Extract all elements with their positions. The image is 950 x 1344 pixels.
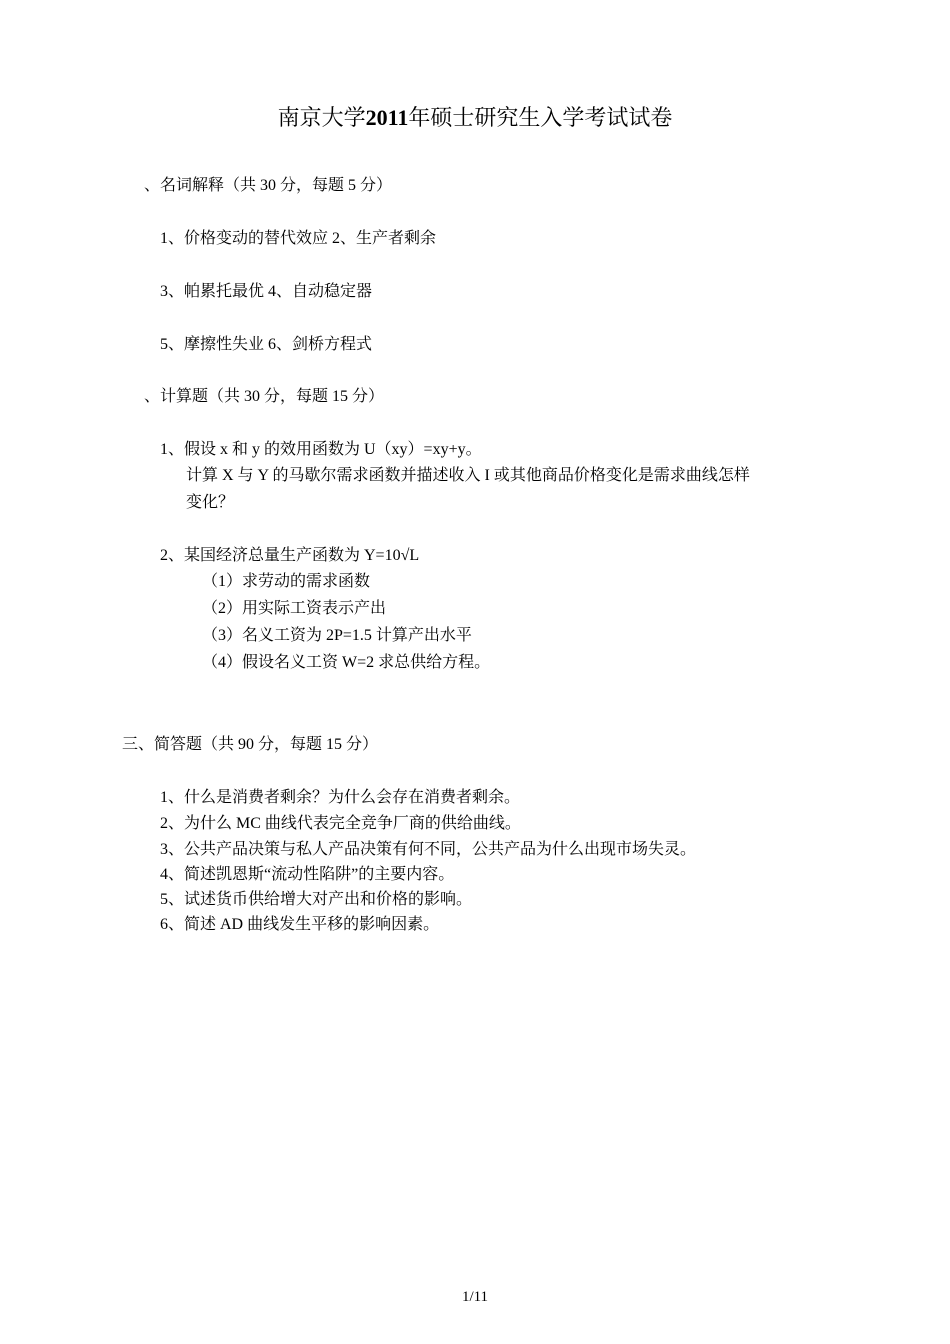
section-3-item: 2、为什么 MC 曲线代表完全竞争厂商的供给曲线。 — [160, 815, 521, 832]
question-1-text: 计算 X 与 Y 的马歇尔需求函数并描述收入 I 或其他商品价格变化是需求曲线怎样 — [186, 467, 750, 484]
page-title — [0, 103, 950, 133]
question-2-stem: 2、某国经济总量生产函数为 Y=10√L — [160, 547, 420, 564]
question-2-part: （1）求劳动的需求函数 — [202, 573, 371, 590]
title-year: 2011 — [365, 105, 409, 130]
section-1-item: 1、价格变动的替代效应 2、生产者剩余 — [160, 230, 437, 247]
section-3-item: 4、简述凯恩斯“流动性陷阱”的主要内容。 — [160, 866, 455, 883]
section-3-item: 5、试述货币供给增大对产出和价格的影响。 — [160, 891, 473, 908]
question-2-part: （4）假设名义工资 W=2 求总供给方程。 — [202, 654, 491, 671]
title-suffix: 年硕士研究生入学考试试卷 — [408, 105, 673, 130]
question-2-part: （2）用实际工资表示产出 — [202, 600, 387, 617]
section-1-item: 5、摩擦性失业 6、剑桥方程式 — [160, 336, 373, 353]
section-3-item: 6、简述 AD 曲线发生平移的影响因素。 — [160, 916, 440, 933]
question-1-stem: 1、假设 x 和 y 的效用函数为 U（xy）=xy+y。 — [160, 441, 482, 458]
section-1-heading: 、名词解释（共 30 分，每题 5 分） — [144, 177, 393, 194]
section-2-heading: 、计算题（共 30 分，每题 15 分） — [144, 388, 385, 405]
page-number: 1/11 — [461, 1289, 489, 1305]
question-1-text: 变化？ — [186, 494, 235, 511]
section-3-item: 1、什么是消费者剩余？为什么会存在消费者剩余。 — [160, 789, 521, 806]
section-3-heading: 三、简答题（共 90 分，每题 15 分） — [122, 736, 379, 753]
section-1-item: 3、帕累托最优 4、自动稳定器 — [160, 283, 373, 300]
section-3-item: 3、公共产品决策与私人产品决策有何不同，公共产品为什么出现市场失灵。 — [160, 841, 697, 858]
question-2-part: （3）名义工资为 2P=1.5 计算产出水平 — [202, 627, 472, 644]
title-prefix: 南京大学 — [277, 105, 366, 130]
